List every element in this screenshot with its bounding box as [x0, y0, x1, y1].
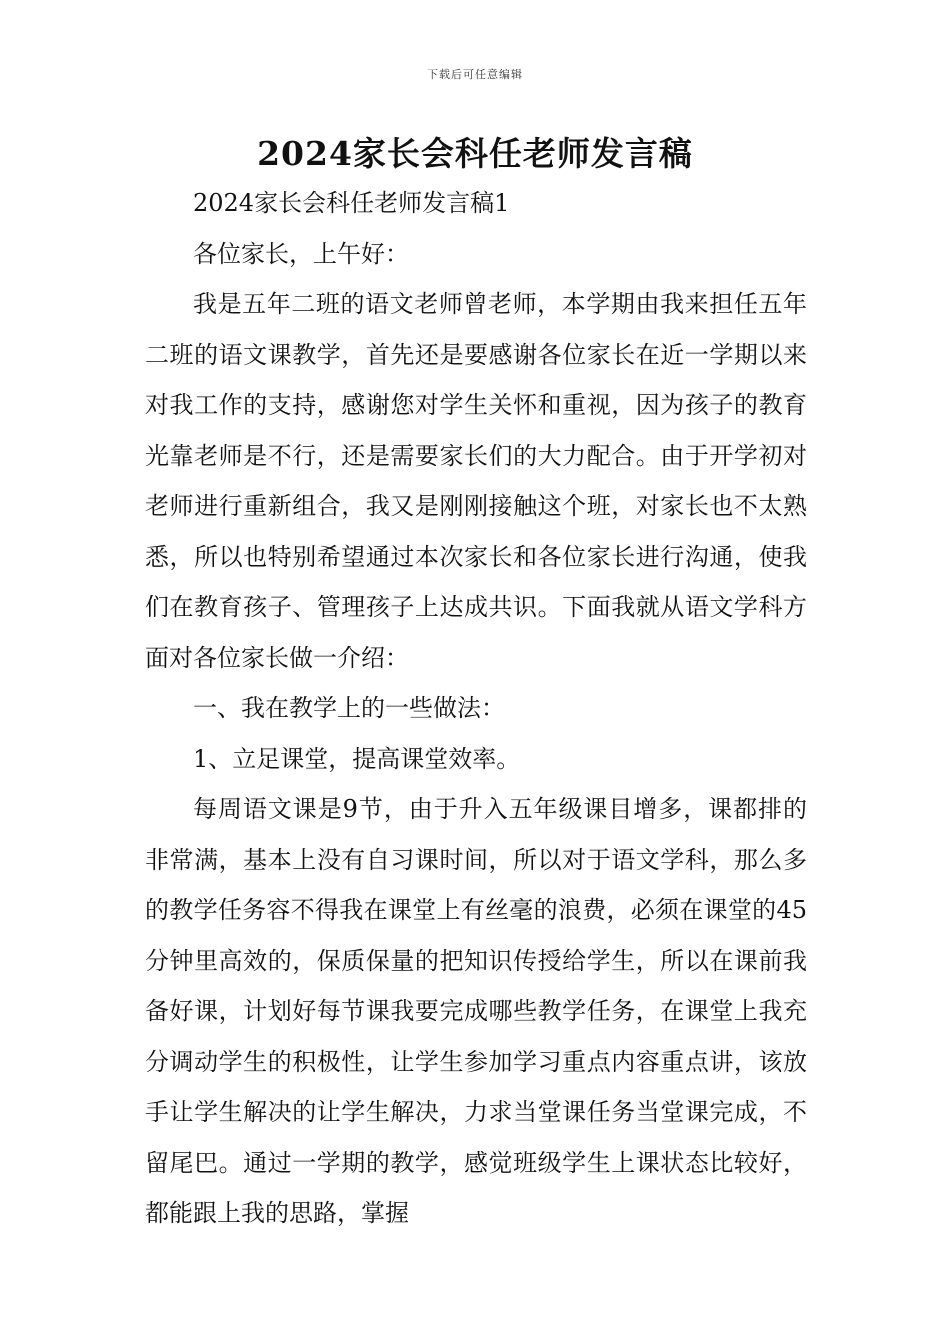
- body-paragraph: 每周语文课是9节，由于升入五年级课目增多，课都排的非常满，基本上没有自习课时间，所以对于语文学科，那么多的教学任务容不得我在课堂上有丝毫的浪费，必须在课堂的45分钟里高效的，保质保量的把知识传授给学生，所以在课前我备好课，计划好每节课我要完成哪些教学任务，在课堂上我充分调动学生的积极性，让学生参加学习重点内容重点讲，该放手让学生解决的让学生解决，力求当堂课任务当堂课完成，不留尾巴。通过一学期的教学，感觉班级学生上课状态比较好，都能跟上我的思路，掌握: [145, 795, 807, 1227]
- subsection-heading: 1、立足课堂，提高课堂效率。: [193, 744, 521, 773]
- document-title: 2024家长会科任老师发言稿: [257, 134, 693, 173]
- document-body: [145, 178, 807, 1239]
- subtitle-paragraph: 2024家长会科任老师发言稿1: [193, 189, 510, 217]
- intro-paragraph: 我是五年二班的语文老师曾老师，本学期由我来担任五年二班的语文课教学，首先还是要感谢各位家长在近一学期以来对我工作的支持，感谢您对学生关怀和重视，因为孩子的教育光靠老师是不行，还是需要家长们的大力配合。由于开学初对老师进行重新组合，我又是刚刚接触这个班，对家长也不太熟悉，所以也特别希望通过本次家长和各位家长进行沟通，使我们在教育孩子、管理孩子上达成共识。下面我就从语文学科方面对各位家长做一介绍：: [145, 290, 807, 672]
- greeting-paragraph: 各位家长，上午好：: [193, 239, 409, 268]
- section-heading: 一、我在教学上的一些做法：: [193, 694, 505, 722]
- page-header-note: 下载后可任意编辑: [427, 68, 523, 81]
